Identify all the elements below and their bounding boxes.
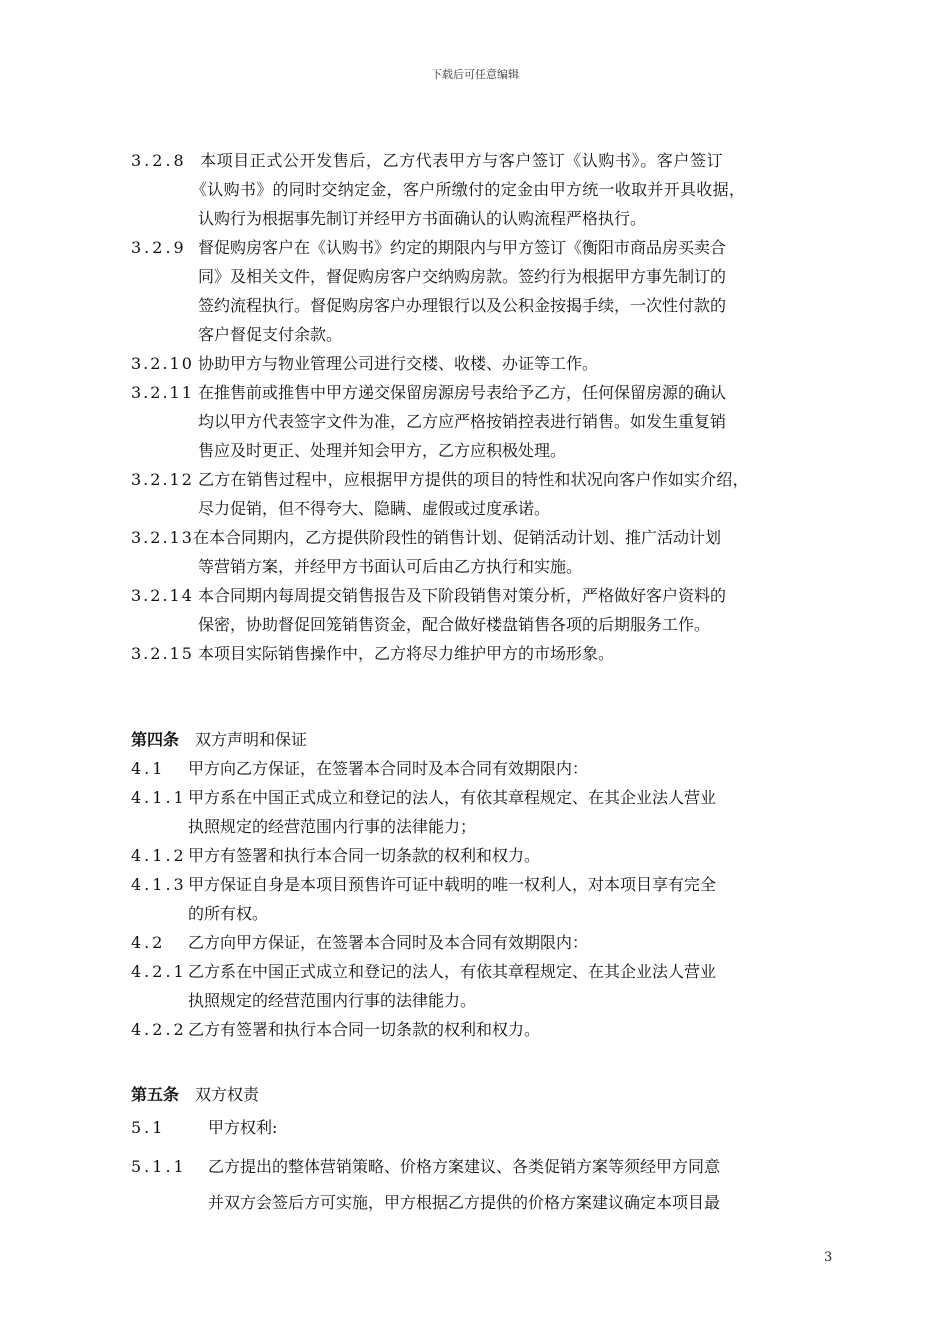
page-header: 下载后可任意编辑: [431, 68, 519, 81]
clause-number: 4.2.2: [131, 1020, 187, 1039]
clause-4-1-1: [131, 783, 836, 841]
clause-4-2-2: [131, 1015, 836, 1044]
clause-number: 3.2.10: [131, 354, 194, 373]
clause-3-2-12: [131, 465, 836, 523]
clause-number: 4.1: [131, 759, 166, 778]
article-4-heading: [131, 725, 307, 754]
clause-line: 客户督促支付余款。: [198, 325, 343, 344]
article-number: 第四条: [131, 730, 180, 749]
clause-number: 3.2.11: [131, 383, 194, 402]
clause-line: 签约流程执行。督促购房客户办理银行以及公积金按揭手续，一次性付款的: [198, 296, 727, 315]
clause-3-2-15: [131, 639, 836, 668]
clause-line: 协助甲方与物业管理公司进行交楼、收楼、办证等工作。: [198, 354, 599, 373]
clause-3-2-13: [131, 523, 836, 581]
clause-line: 甲方系在中国正式成立和登记的法人，有依其章程规定、在其企业法人营业: [188, 788, 717, 807]
clause-line: 等营销方案，并经甲方书面认可后由乙方执行和实施。: [198, 557, 583, 576]
clause-line: 本合同期内每周提交销售报告及下阶段销售对策分析，严格做好客户资料的: [198, 586, 727, 605]
clause-3-2-14: [131, 581, 836, 639]
clause-3-2-8: [131, 146, 836, 233]
clause-number: 4.2.1: [131, 962, 187, 981]
clause-line: 甲方保证自身是本项目预售许可证中载明的唯一权利人，对本项目享有完全: [188, 875, 717, 894]
clause-number: 4.2: [131, 933, 166, 952]
clause-number: 3.2.14: [131, 586, 194, 605]
clause-line: 乙方系在中国正式成立和登记的法人，有依其章程规定、在其企业法人营业: [188, 962, 717, 981]
article-number: 第五条: [131, 1085, 180, 1104]
article-title: 双方声明和保证: [195, 730, 308, 749]
clause-3-2-11: [131, 378, 836, 465]
clause-number: 3.2.9: [131, 238, 187, 257]
clause-line: 的所有权。: [188, 904, 269, 923]
clause-line: 甲方向乙方保证，在签署本合同时及本合同有效期限内：: [188, 759, 589, 778]
clause-line: 认购行为根据事先制订并经甲方书面确认的认购流程严格执行。: [198, 209, 647, 228]
clause-number: 3.2.12: [131, 470, 194, 489]
clause-line: 甲方有签署和执行本合同一切条款的权利和权力。: [188, 846, 541, 865]
clause-number: 4.1.1: [131, 788, 187, 807]
clause-5-1: [131, 1113, 836, 1142]
article-5-heading: [131, 1080, 259, 1109]
clause-line: 尽力促销，但不得夸大、隐瞒、虚假或过度承诺。: [198, 499, 551, 518]
article-title: 双方权责: [195, 1085, 260, 1104]
clause-line: 乙方在销售过程中，应根据甲方提供的项目的特性和状况向客户作如实介绍，: [198, 470, 749, 489]
clause-line: 《认购书》的同时交纳定金，客户所缴付的定金由甲方统一收取并开具收据，: [191, 180, 746, 199]
clause-number: 5.1.1: [131, 1157, 187, 1176]
clause-line: 执照规定的经营范围内行事的法律能力。: [188, 991, 477, 1010]
clause-4-2: [131, 928, 836, 957]
clause-line: 本项目实际销售操作中，乙方将尽力维护甲方的市场形象。: [198, 644, 615, 663]
clause-line: 本项目正式公开发售后，乙方代表甲方与客户签订《认购书》。客户签订: [200, 151, 724, 170]
clause-line: 均以甲方代表签字文件为准，乙方应严格按销控表进行销售。如发生重复销: [198, 412, 727, 431]
clause-4-2-1: [131, 957, 836, 1015]
clause-line: 督促购房客户在《认购书》约定的期限内与甲方签订《衡阳市商品房买卖合: [198, 238, 727, 257]
clause-line: 乙方向甲方保证，在签署本合同时及本合同有效期限内：: [188, 933, 589, 952]
clause-line: 保密，协助督促回笼销售资金，配合做好楼盘销售各项的后期服务工作。: [198, 615, 711, 634]
clause-number: 3.2.15: [131, 644, 194, 663]
clause-line: 售应及时更正、处理并知会甲方，乙方应积极处理。: [198, 441, 567, 460]
clause-line: 乙方有签署和执行本合同一切条款的权利和权力。: [188, 1020, 541, 1039]
page-number: 3: [824, 1250, 833, 1265]
clause-line: 甲方权利:: [208, 1118, 278, 1137]
clause-3-2-9: [131, 233, 836, 349]
clause-line: 在本合同期内，乙方提供阶段性的销售计划、促销活动计划、推广活动计划: [193, 528, 722, 547]
clause-5-1-1: [131, 1149, 836, 1221]
clause-number: 3.2.8: [131, 151, 187, 170]
clause-number: 4.1.3: [131, 875, 187, 894]
clause-line: 乙方提出的整体营销策略、价格方案建议、各类促销方案等须经甲方同意: [208, 1157, 721, 1176]
clause-3-2-10: [131, 349, 836, 378]
clause-number: 3.2.13: [131, 528, 194, 547]
clause-line: 在推售前或推售中甲方递交保留房源房号表给予乙方，任何保留房源的确认: [198, 383, 727, 402]
clause-4-1: [131, 754, 836, 783]
clause-number: 5.1: [131, 1118, 166, 1137]
clause-4-1-2: [131, 841, 836, 870]
clause-line: 同》及相关文件，督促购房客户交纳购房款。签约行为根据甲方事先制订的: [198, 267, 727, 286]
clause-number: 4.1.2: [131, 846, 187, 865]
clause-4-1-3: [131, 870, 836, 928]
clause-line: 并双方会签后方可实施，甲方根据乙方提供的价格方案建议确定本项目最: [208, 1193, 721, 1212]
clause-line: 执照规定的经营范围内行事的法律能力；: [188, 817, 477, 836]
